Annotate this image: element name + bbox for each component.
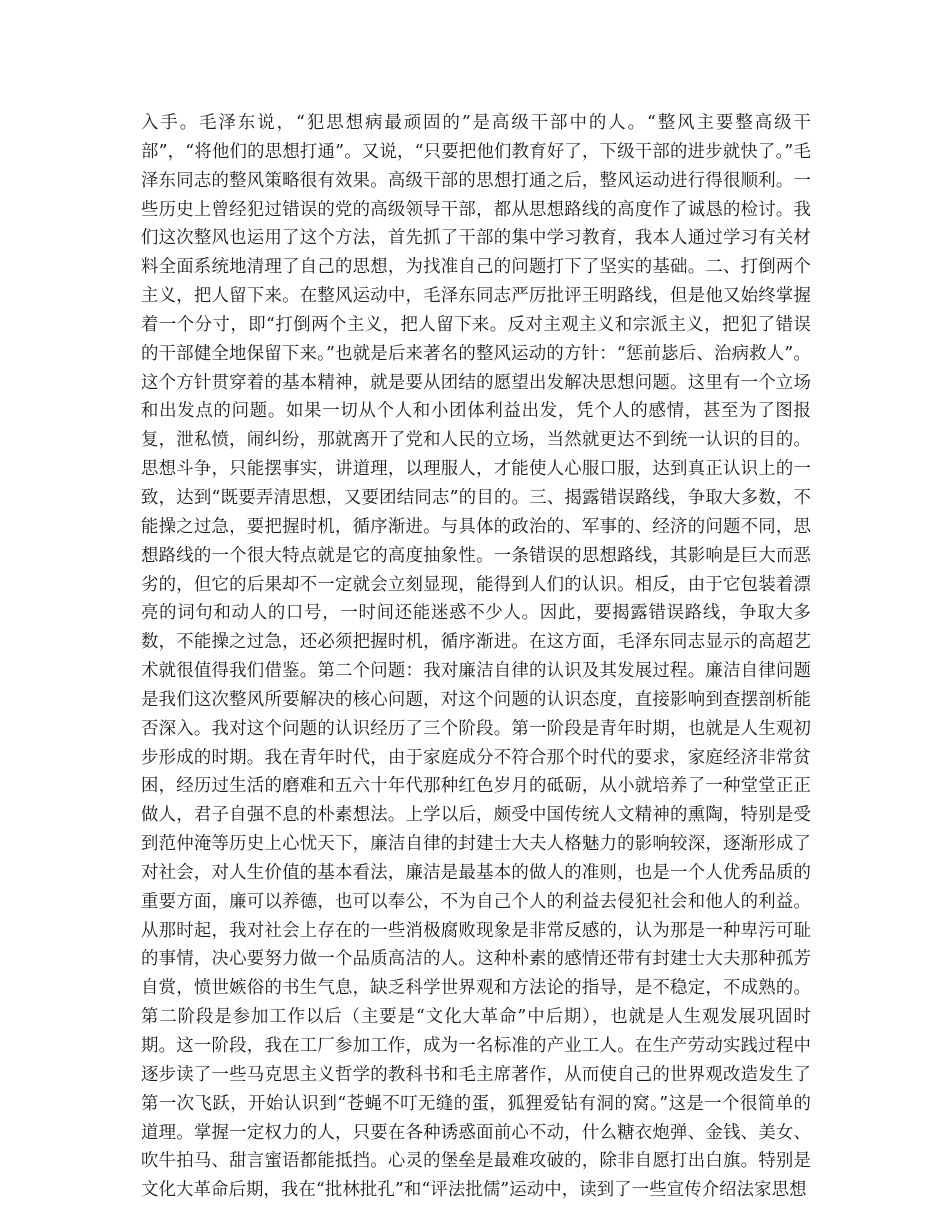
body-paragraph: 入手。毛泽东说，“犯思想病最顽固的”是高级干部中的人。“整风主要整高级干部”，“将他们的思想打通”。又说，“只要把他们教育好了，下级干部的进步就快了。”毛泽东同志的整风策略很有效果。高级干部的思想打通之后，整风运动进行得很顺利。一些历史上曾经犯过错误的党的高级领导干部，都从思想路线的高度作了诚恳的检讨。我们这次整风也运用了这个方法，首先抓了干部的集中学习教育，我本人通过学习有关材料全面系统地清理了自己的思想，为找准自己的问题打下了坚实的基础。二、打倒两个主义，把人留下来。在整风运动中，毛泽东同志严厉批评王明路线，但是他又始终掌握着一个分寸，即“打倒两个主义，把人留下来。反对主观主义和宗派主义，把犯了错误的干部健全地保留下来。”也就是后来著名的整风运动的方针：“惩前毖后、治病救人”。这个方针贯穿着的基本精神，就是要从团结的愿望出发解决思想问题。这里有一个立场和出发点的问题。如果一切从个人和小团体利益出发，凭个人的感情，甚至为了图报复，泄私愤，闹纠纷，那就离开了党和人民的立场，当然就更达不到统一认识的目的。思想斗争，只能摆事实，讲道理，以理服人，才能使人心服口服，达到真正认识上的一致，达到“既要弄清思想，又要团结同志”的目的。三、揭露错误路线，争取大多数，不能操之过急，要把握时机，循序渐进。与具体的政治的、军事的、经济的问题不同，思想路线的一个很大特点就是它的高度抽象性。一条错误的思想路线，其影响是巨大而恶劣的，但它的后果却不一定就会立刻显现，能得到人们的认识。相反，由于它包装着漂亮的词句和动人的口号，一时间还能迷惑不少人。因此，要揭露错误路线，争取大多数，不能操之过急，还必须把握时机，循序渐进。在这方面，毛泽东同志显示的高超艺术就很值得我们借鉴。第二个问题：我对廉洁自律的认识及其发展过程。廉洁自律问题是我们这次整风所要解决的核心问题，对这个问题的认识态度，直接影响到查摆剖析能否深入。我对这个问题的认识经历了三个阶段。第一阶段是青年时期，也就是人生观初步形成的时期。我在青年时代，由于家庭成分不符合那个时代的要求，家庭经济非常贫困，经历过生活的磨难和五六十年代那种红色岁月的砥砺，从小就培养了一种堂堂正正做人，君子自强不息的朴素想法。上学以后，颇受中国传统人文精神的熏陶，特别是受到范仲淹等历史上心忧天下，廉洁自律的封建士大夫人格魅力的影响较深，逐渐形成了对社会，对人生价值的基本看法，廉洁是最基本的做人的准则，也是一个人优秀品质的重要方面，廉可以养德，也可以奉公，不为自己个人的利益去侵犯社会和他人的利益。从那时起，我对社会上存在的一些消极腐败现象是非常反感的，认为那是一种卑污可耻的事情，决心要努力做一个品质高洁的人。这种朴素的感情还带有封建士大夫那种孤芳自赏，愤世嫉俗的书生气息，缺乏科学世界观和方法论的指导，是不稳定，不成熟的。第二阶段是参加工作以后（主要是“文化大革命”中后期），也就是人生观发展巩固时期。这一阶段，我在工厂参加工作，成为一名标准的产业工人。在生产劳动实践过程中逐步读了一些马克思主义哲学的教科书和毛主席著作，从而使自己的世界观改造发生了第一次飞跃，开始认识到“苍蝇不叮无缝的蛋，狐狸爱钻有洞的窝。”这是一个很简单的道理。掌握一定权力的人，只要在各种诱惑面前心不动，什么糖衣炮弹、金钱、美女、吹牛拍马、甜言蜜语都能抵挡。心灵的堡垒是最难攻破的，除非自愿打出白旗。特别是文化大革命后期，我在“批林批孔”和“评法批儒”运动中，读到了一些宣传介绍法家思想 <box>141 113 811 1201</box>
